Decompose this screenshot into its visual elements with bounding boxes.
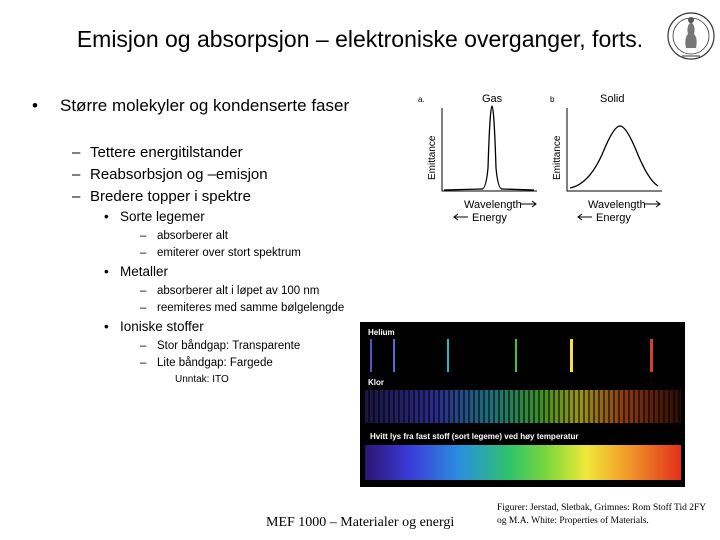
solid-emission-curve xyxy=(570,126,658,188)
klor-caption: Klor xyxy=(368,378,384,387)
panel-b-label: b xyxy=(550,95,555,104)
solid-label: Solid xyxy=(600,93,625,105)
ioniske-stoffer: Ioniske stoffer xyxy=(120,319,204,334)
arrow-left-icon xyxy=(578,214,592,220)
bullet-dot: • xyxy=(32,96,38,115)
continuous-spectrum xyxy=(365,445,681,480)
klor-spectrum xyxy=(365,390,681,423)
university-seal-logo xyxy=(666,8,716,68)
arrow-left-icon xyxy=(454,214,468,220)
x-label-wavelength-a: Wavelength xyxy=(464,199,522,211)
y-axis-label-b: Emittance xyxy=(552,135,563,180)
dash: – xyxy=(72,144,81,161)
axes-a xyxy=(442,108,537,191)
dot: • xyxy=(104,264,109,279)
slide-title: Emisjon og absorpsjon – elektroniske overganger, forts. xyxy=(76,26,644,52)
sub-bullet-3: Bredere topper i spektre xyxy=(90,188,251,205)
gas-label: Gas xyxy=(482,93,503,105)
sub-bullet-2: Reabsorbsjon og –emisjon xyxy=(90,166,268,183)
dash: – xyxy=(140,340,147,352)
bullet-main: Større molekyler og kondenserte faser xyxy=(60,96,350,115)
sorte-item-1: absorberer alt xyxy=(157,230,228,242)
figure-credit: Figurer: Jerstad, Sletbak, Grimnes: Rom Stoff Tid 2FY og M.A. White: Properties of Materials. xyxy=(497,503,706,526)
white-light-caption: Hvitt lys fra fast stoff (sort legeme) ved høy temperatur xyxy=(370,432,579,441)
ioniske-item-2: Lite båndgap: Fargede xyxy=(157,357,273,369)
arrow-right-icon xyxy=(644,201,660,207)
x-label-wavelength-b: Wavelength xyxy=(588,199,646,211)
panel-a-label: a. xyxy=(418,95,425,104)
dash: – xyxy=(72,188,81,205)
ioniske-item-1: Stor båndgap: Transparente xyxy=(157,340,301,352)
dot: • xyxy=(104,209,109,224)
footer-text: MEF 1000 – Materialer og energi xyxy=(266,515,455,530)
dash: – xyxy=(140,357,147,369)
x-label-energy-a: Energy xyxy=(472,212,507,224)
emittance-figure xyxy=(412,88,712,233)
dash: – xyxy=(72,166,81,183)
dash: – xyxy=(140,285,147,297)
arrow-right-icon xyxy=(520,201,536,207)
helium-caption: Helium xyxy=(368,328,395,337)
metaller-item-1: absorberer alt i løpet av 100 nm xyxy=(157,285,320,297)
helium-spectrum xyxy=(365,339,681,372)
x-label-energy-b: Energy xyxy=(596,212,631,224)
sorte-item-2: emiterer over stort spektrum xyxy=(157,247,301,259)
gas-emission-peak xyxy=(444,106,534,190)
sub-bullet-1: Tettere energitilstander xyxy=(90,144,243,161)
metaller-item-2: reemiteres med samme bølgelengde xyxy=(157,302,345,314)
axes-b xyxy=(567,108,662,191)
y-axis-label-a: Emittance xyxy=(427,135,438,180)
dash: – xyxy=(140,230,147,242)
metaller: Metaller xyxy=(120,264,169,279)
sorte-legemer: Sorte legemer xyxy=(120,209,205,224)
unntak-note: Unntak: ITO xyxy=(175,374,229,385)
dot: • xyxy=(104,319,109,334)
dash: – xyxy=(140,302,147,314)
dash: – xyxy=(140,247,147,259)
